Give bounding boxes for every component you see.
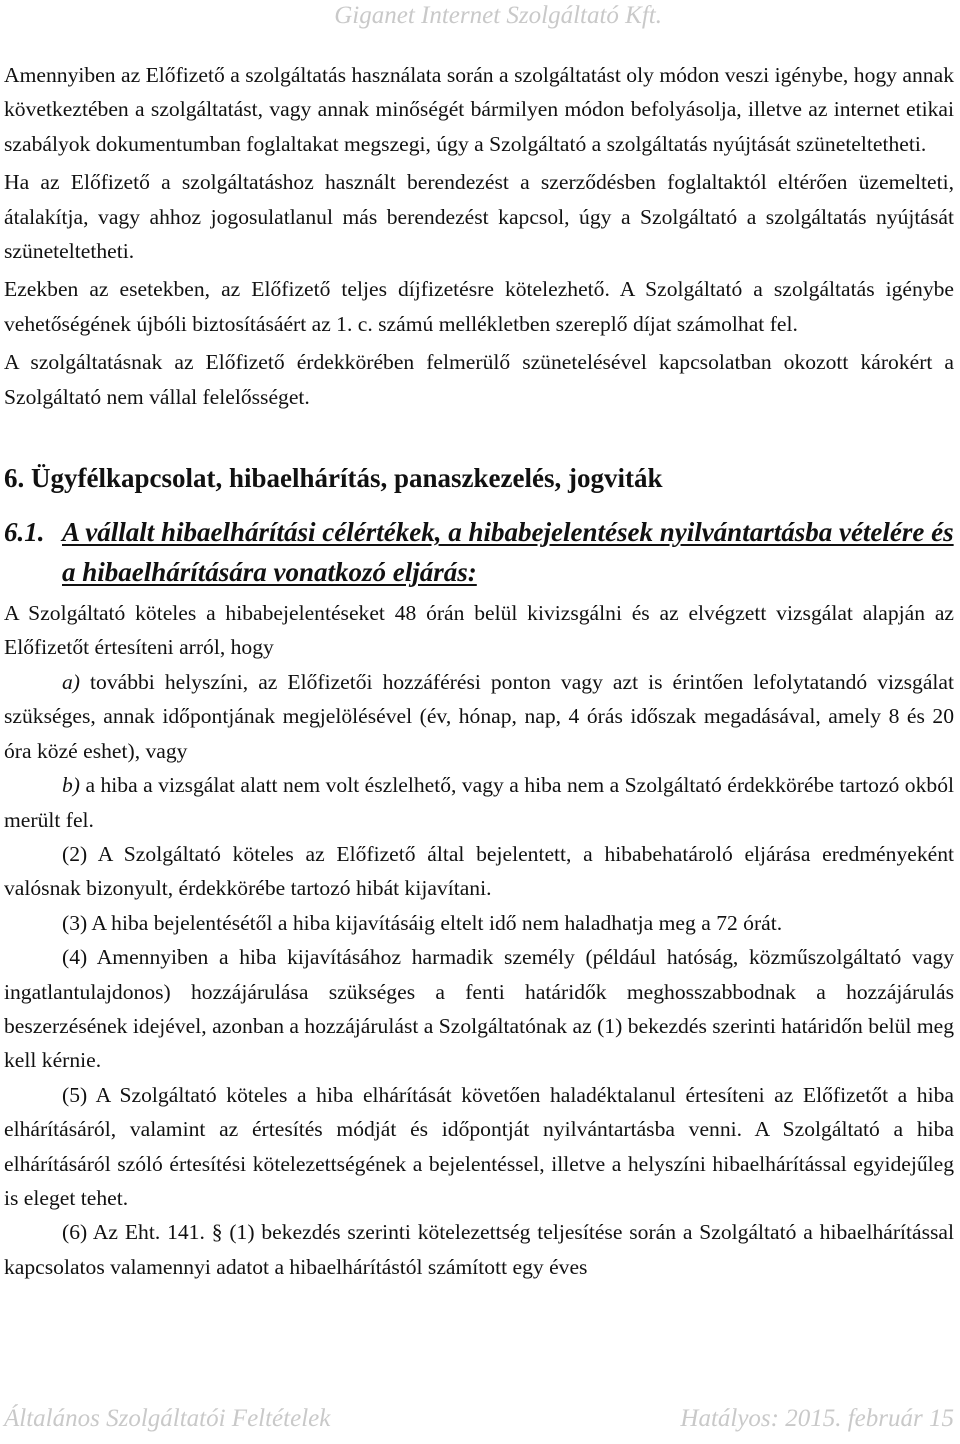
paragraph-suspension-equipment: Ha az Előfizető a szolgáltatáshoz használt berendezést a szerződésben foglaltaktól eltérően üzemelteti, átalakítja, vagy ahhoz jogosulatlanul más berendezést kapcsol, úgy a Szolgáltató a szolgáltatás nyújtását szüneteltetheti. (4, 170, 954, 264)
procedure-item-a (4, 665, 954, 768)
paragraph-suspension-misuse: Amennyiben az Előfizető a szolgáltatás használata során a szolgáltatást oly módon veszi igénybe, hogy annak következtében a szolgáltatást, vagy annak minőségét bármilyen módon befolyásolja, illetve az internet etikai szabályok dokumentumban foglaltakat megszegi, úgy a Szolgáltató a szolgáltatás nyújtását szüneteltetheti. (4, 63, 954, 156)
item-b-marker: b) (62, 773, 80, 798)
subsection-heading (4, 512, 954, 592)
paragraph-fee-liability: Ezekben az esetekben, az Előfizető teljes díjfizetésre kötelezhető. A Szolgáltató a szolgáltatás igénybe vehetőségének újbóli biztosításáért az 1. c. számú mellékletben szereplő díjat számolhat fel. (4, 277, 954, 336)
subsection-number: 6.1. (4, 517, 45, 548)
procedure-intro: A Szolgáltató köteles a hibabejelentéseket 48 órán belül kivizsgálni és az elvégzett vizsgálat alapján az Előfizetőt értesíteni arról, hogy (4, 601, 954, 660)
item-a-marker: a) (62, 669, 80, 694)
section-heading: 6. Ügyfélkapcsolat, hibaelhárítás, panaszkezelés, jogviták (4, 463, 663, 494)
document-body (4, 58, 954, 1284)
subsection-title: A vállalt hibaelhárítási célértékek, a hibabejelentések nyilvántartásba vételére és a hibaelhárítására vonatkozó eljárás: (62, 517, 954, 588)
item-a-text: további helyszíni, az Előfizetői hozzáférési ponton vagy azt is érintően lefolytatandó vizsgálat szükséges, annak időpontjának megjelölésével (év, hónap, nap, 4 órás időszak megadásával, amely 8 és 20 óra közé eshet), vagy (4, 669, 954, 763)
procedure-item-6: (6) Az Eht. 141. § (1) bekezdés szerinti kötelezettség teljesítése során a Szolgáltató a hibaelhárítással kapcsolatos valamennyi adatot a hibaelhárítástól számított egy éves (4, 1220, 954, 1279)
footer-effective-date: Hatályos: 2015. február 15 (680, 1405, 954, 1432)
item-b-text: a hiba a vizsgálat alatt nem volt észlelhető, vagy a hiba nem a Szolgáltató érdekkörébe tartozó okból merült fel. (4, 773, 954, 832)
procedure-item-2: (2) A Szolgáltató köteles az Előfizető által bejelentett, a hibabehatároló eljárása eredményeként valósnak bizonyult, érdekkörébe tartozó hibát kijavítani. (4, 841, 954, 901)
procedure-item-b (4, 768, 954, 837)
running-header: Giganet Internet Szolgáltató Kft. (334, 2, 662, 29)
paragraph-damage-liability: A szolgáltatásnak az Előfizető érdekkörében felmerülő szünetelésével kapcsolatban okozott károkért a Szolgáltató nem vállal felelősséget. (4, 350, 954, 409)
running-footer (4, 1405, 954, 1433)
footer-document-title: Általános Szolgáltatói Feltételek (4, 1405, 331, 1432)
procedure-item-3: (3) A hiba bejelentésétől a hiba kijavításáig eltelt idő nem haladhatja meg a 72 órát. (62, 910, 783, 935)
procedure-item-5: (5) A Szolgáltató köteles a hiba elhárítását követően haladéktalanul értesíteni az Előfizetőt a hiba elhárításáról, valamint az értesítés módját és időpontját nyilvántartásba venni. A Szolgáltató a hiba elhárításáról szóló értesítési kötelezettségének a bejelentéssel, illetve a helyszíni hibaelhárítással egyidejűleg is eleget tehet. (4, 1082, 954, 1210)
procedure-item-4: (4) Amennyiben a hiba kijavításához harmadik személy (például hatóság, közműszolgáltató vagy ingatlantulajdonos) hozzájárulása szükséges a fenti határidők meghosszabbodnak a hozzájárulás beszerzésének idejével, azonban a hozzájárulást a Szolgáltatónak az (1) bekezdés szerinti határidőn belül meg kell kérnie. (4, 945, 954, 1073)
